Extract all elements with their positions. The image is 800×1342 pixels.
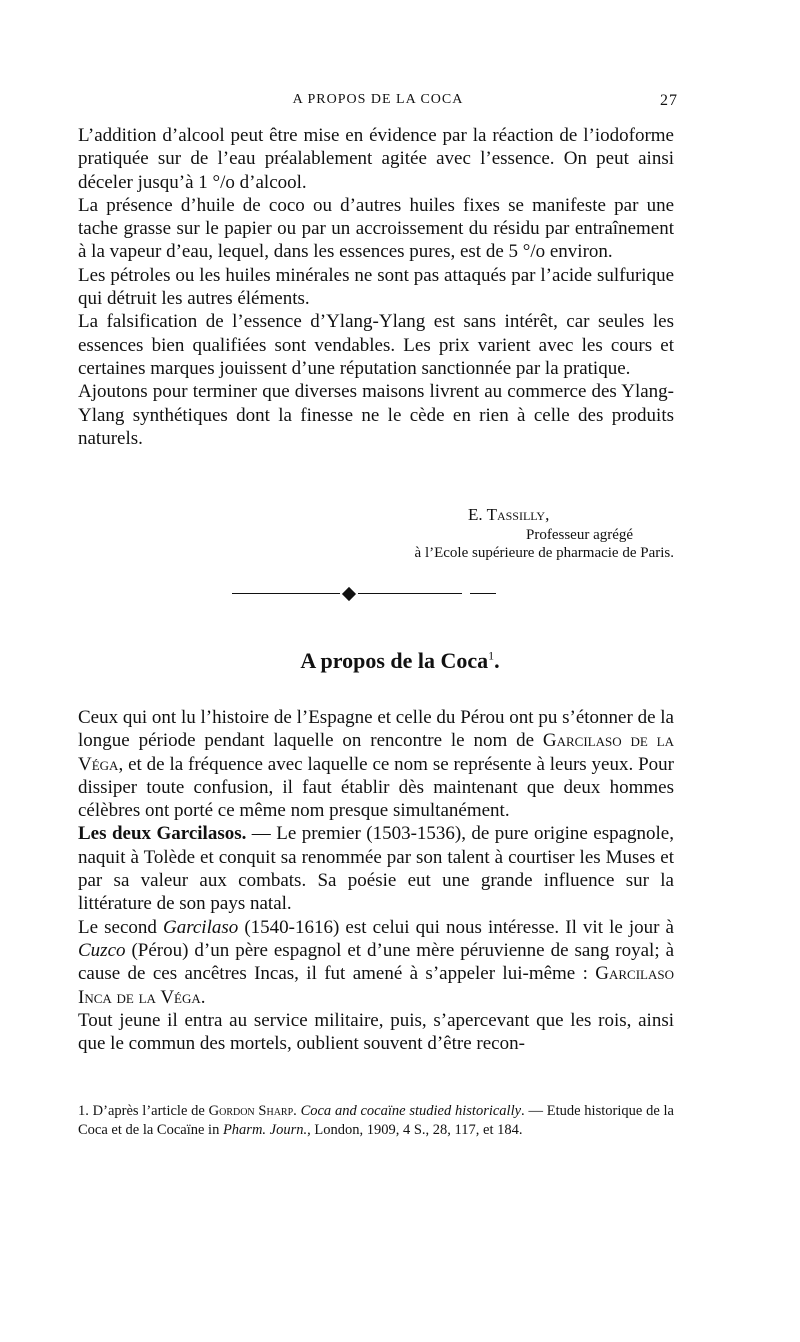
paragraph-coconut-oil: La présence d’huile de coco ou d’autres huiles fixes se manifeste par une tache grasse sur le papier ou par un accroissement du résidu par entraînement à la vapeur d’eau, lequel, dans les essences pures, est de 5 °/o environ. [78,194,674,263]
running-header [78,92,678,114]
author-name: E. Tassilly, [468,505,550,524]
author-title: Professeur agrégé [526,527,634,543]
footnote-text-d: , London, 1909, 4 S., 28, 117, et 184. [307,1122,523,1138]
article-title [0,648,800,674]
article-title-suffix: . [494,648,500,673]
article-body [78,706,674,1055]
footnote-journal: Pharm. Journ. [222,1122,308,1138]
paragraph-two-garcilasos [78,822,674,915]
intro-text-a: Ceux qui ont lu l’histoire de l’Espagne et celle du Pérou ont pu s’étonner de la longue période pendant laquelle on rencontre le nom de [78,707,674,752]
second-text-a: Le second [78,916,163,938]
birthplace: Cuzco [78,939,126,961]
paragraph-synthetic: Ajoutons pour terminer que diverses maisons livrent au commerce des Ylang-Ylang synthétiques dont la finesse ne le cède en rien à celle des produits naturels. [78,381,674,449]
garcilaso-name: Garcilaso de la Véga [78,730,675,775]
page-number: 27 [660,92,678,109]
second-text-c: (Pérou) d’un père espagnol et d’une mère péruvienne de sang royal; à cause de ces ancêtres Incas, il fut amené à s’appeler lui-même : [78,939,674,985]
paragraph-military: Tout jeune il entra au service militaire, puis, s’apercevant que les rois, ainsi que le commun des mortels, oublient souvent d’être recon- [78,1009,674,1055]
previous-article-end [78,124,674,450]
author-affiliation: à l’Ecole supérieure de pharmacie de Paris. [414,545,674,561]
footnote-text-c: . — Etude historique de la Coca et de la Cocaïne in [78,1103,674,1138]
paragraph-intro [78,706,674,822]
running-title: A PROPOS DE LA COCA [292,92,464,107]
section-divider-ornament [232,590,496,598]
intro-text-b: , et de la fréquence avec laquelle ce nom se représente à leurs yeux. Pour dissiper toute confusion, il faut établir dès maintenant que deux hommes célèbres ont porté ce même nom presque simultanément. [78,753,674,822]
first-garcilaso-text: — Le premier (1503-1536), de pure origine espagnole, naquit à Tolède et conquit sa renommée par son talent à courtiser les Muses et par sa valeur aux combats. Sa poésie eut une grande influence sur la littérature de son pays natal. [78,823,674,915]
section-lead: Les deux Garcilasos. [78,823,247,845]
paragraph-second-garcilaso [78,916,674,1009]
footnote-text-a: D’après l’article de [88,1103,209,1119]
paragraph-alcohol: L’addition d’alcool peut être mise en évidence par la réaction de l’iodoforme pratiquée sur de l’eau préalablement agitée avec l’essence. On peut ainsi déceler jusqu’à 1 °/o d’alcool. [78,125,674,193]
footnote-number: 1. [78,1103,89,1119]
second-text-d: . [200,986,206,1008]
footnote-marker: 1 [488,648,495,663]
footnote-work: Coca and cocaïne studied historically [300,1103,522,1119]
footnote-author: Gordon Sharp [208,1103,294,1119]
second-text-b: (1540-1616) est celui qui nous intéresse. Il vit le jour à [238,916,674,938]
paragraph-falsification: La falsification de l’essence d’Ylang-Ylang est sans intérêt, car seules les essences bien qualifiées sont vendables. Les prix varient avec les cours et certaines marques jouissent d’une réputation sanctionnée par la pratique. [78,311,674,379]
paragraph-petroleum: Les pétroles ou les huiles minérales ne sont pas attaqués par l’acide sulfurique qui détruit les autres éléments. [78,264,674,310]
article-title-text: A propos de la Coca [300,648,489,673]
second-garcilaso-name: Garcilaso [162,916,239,938]
footnote-text-b: . [293,1103,301,1119]
full-name: Garcilaso Inca de la Véga [78,963,674,1008]
footnote [78,1102,674,1140]
